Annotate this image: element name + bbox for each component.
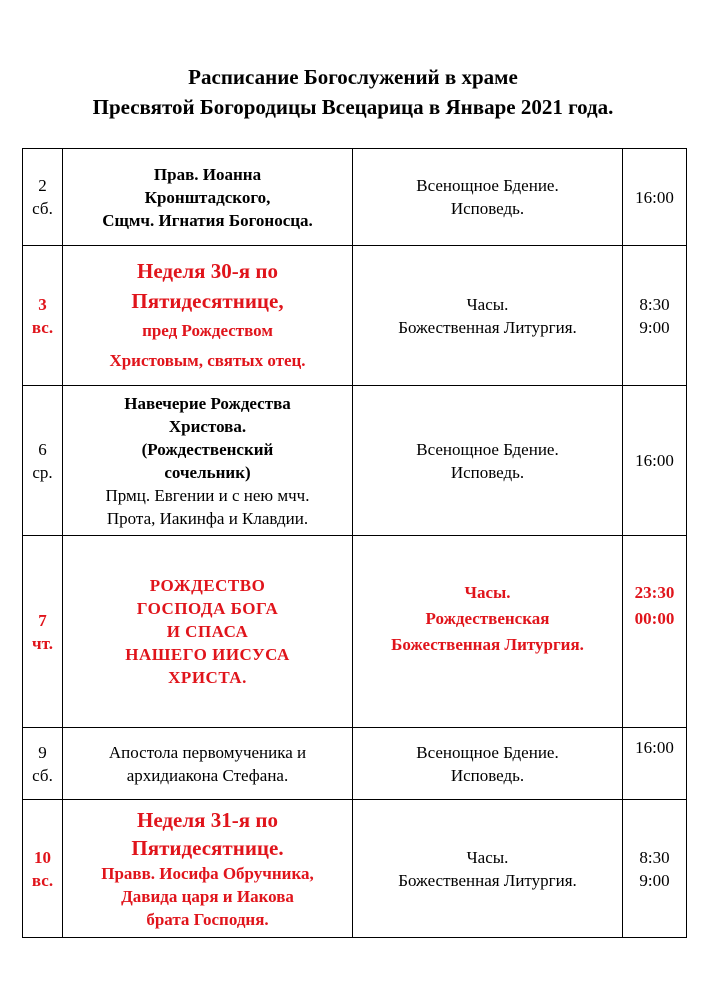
time-value: 16:00 bbox=[635, 187, 674, 207]
weekday: сб. bbox=[32, 199, 53, 218]
feast-title-line: Пятидесятнице. bbox=[131, 836, 284, 860]
feast-line: Прмц. Евгении и с нею мчч. bbox=[105, 485, 310, 505]
service-line: Всенощное Бдение. bbox=[416, 742, 559, 762]
date-cell bbox=[23, 536, 63, 728]
table-row bbox=[23, 149, 687, 246]
table-row bbox=[23, 800, 687, 938]
feast-line: архидиакона Стефана. bbox=[126, 765, 289, 785]
time-value: 9:00 bbox=[639, 317, 670, 337]
weekday: вс. bbox=[31, 317, 54, 337]
day-number: 3 bbox=[38, 294, 47, 314]
table-row bbox=[23, 386, 687, 536]
weekday: ср. bbox=[32, 462, 53, 482]
service-line: Всенощное Бдение. bbox=[416, 439, 559, 459]
service-line: Часы. bbox=[466, 294, 509, 314]
service-line: Исповедь. bbox=[450, 462, 525, 482]
feast-line: Прав. Иоанна bbox=[153, 164, 262, 184]
date-cell bbox=[23, 149, 63, 246]
feast-line: Апостола первомученика и bbox=[108, 742, 307, 762]
feast-cell bbox=[63, 800, 353, 938]
weekday: сб. bbox=[32, 765, 53, 785]
feast-cell bbox=[63, 149, 353, 246]
date-cell bbox=[23, 246, 63, 386]
time-value: 9:00 bbox=[639, 870, 670, 890]
weekday: чт. bbox=[32, 633, 53, 653]
service-line: Божественная Литургия. bbox=[391, 635, 584, 654]
service-line: Божественная Литургия. bbox=[398, 870, 577, 890]
feast-line: НАШЕГО ИИСУСА bbox=[125, 645, 290, 664]
feast-cell bbox=[63, 728, 353, 800]
feast-line: Сщмч. Игнатия Богоносца. bbox=[102, 210, 313, 230]
feast-line: Давида царя и Иакова bbox=[121, 887, 294, 906]
service-line: Исповедь. bbox=[450, 199, 525, 218]
feast-line: Христовым, святых отец. bbox=[109, 350, 306, 370]
time-cell bbox=[623, 800, 687, 938]
day-number: 7 bbox=[38, 610, 47, 630]
service-cell bbox=[353, 246, 623, 386]
time-cell bbox=[623, 386, 687, 536]
service-cell bbox=[353, 536, 623, 728]
feast-cell bbox=[63, 536, 353, 728]
feast-line: РОЖДЕСТВО bbox=[149, 576, 266, 595]
time-value: 8:30 bbox=[639, 847, 670, 867]
time-cell bbox=[623, 536, 687, 728]
date-cell bbox=[23, 386, 63, 536]
date-cell bbox=[23, 800, 63, 938]
time-value: 16:00 bbox=[635, 738, 674, 757]
feast-title-line: Пятидесятнице, bbox=[131, 288, 284, 313]
service-line: Часы. bbox=[466, 847, 509, 867]
time-value: 00:00 bbox=[634, 609, 675, 628]
feast-line: И СПАСА bbox=[166, 622, 249, 641]
feast-line: Правв. Иосифа Обручника, bbox=[101, 864, 314, 883]
day-number: 10 bbox=[34, 847, 51, 867]
feast-title-line: (Рождественский bbox=[141, 439, 274, 459]
time-value: 16:00 bbox=[635, 451, 674, 470]
service-line: Рождественская bbox=[425, 609, 550, 628]
time-cell bbox=[623, 149, 687, 246]
feast-line: Кронштадского, bbox=[144, 187, 271, 207]
feast-title-line: Неделя 31-я по bbox=[137, 808, 278, 832]
feast-line: ГОСПОДА БОГА bbox=[136, 599, 279, 618]
title-line-1: Расписание Богослужений в храме bbox=[188, 65, 518, 89]
title-line-2: Пресвятой Богородицы Всецарица в Январе 2021 года. bbox=[92, 95, 614, 119]
time-value: 8:30 bbox=[639, 294, 670, 314]
day-number: 2 bbox=[38, 176, 47, 195]
table-row bbox=[23, 536, 687, 728]
service-line: Всенощное Бдение. bbox=[416, 176, 559, 195]
weekday: вс. bbox=[31, 870, 54, 890]
feast-line: пред Рождеством bbox=[142, 320, 273, 340]
feast-line: Прота, Иакинфа и Клавдии. bbox=[106, 508, 309, 528]
service-cell bbox=[353, 149, 623, 246]
time-cell bbox=[623, 246, 687, 386]
feast-title-line: Навечерие Рождества bbox=[124, 393, 291, 413]
service-cell bbox=[353, 728, 623, 800]
time-value: 23:30 bbox=[634, 583, 675, 602]
table-row bbox=[23, 728, 687, 800]
feast-line: брата Господня. bbox=[146, 910, 269, 929]
feast-title-line: Христова. bbox=[168, 416, 247, 436]
date-cell bbox=[23, 728, 63, 800]
day-number: 9 bbox=[38, 742, 47, 762]
feast-line: ХРИСТА. bbox=[168, 668, 247, 687]
service-cell bbox=[353, 800, 623, 938]
service-line: Часы. bbox=[464, 583, 511, 602]
service-line: Божественная Литургия. bbox=[398, 317, 577, 337]
feast-title-line: Неделя 30-я по bbox=[137, 258, 278, 283]
table-row bbox=[23, 246, 687, 386]
schedule-table bbox=[22, 148, 687, 938]
day-number: 6 bbox=[38, 439, 47, 459]
service-cell bbox=[353, 386, 623, 536]
page-title bbox=[0, 62, 706, 122]
feast-cell bbox=[63, 386, 353, 536]
service-line: Исповедь. bbox=[450, 765, 525, 785]
feast-cell bbox=[63, 246, 353, 386]
time-cell bbox=[623, 728, 687, 800]
feast-title-line: сочельник) bbox=[164, 462, 251, 482]
